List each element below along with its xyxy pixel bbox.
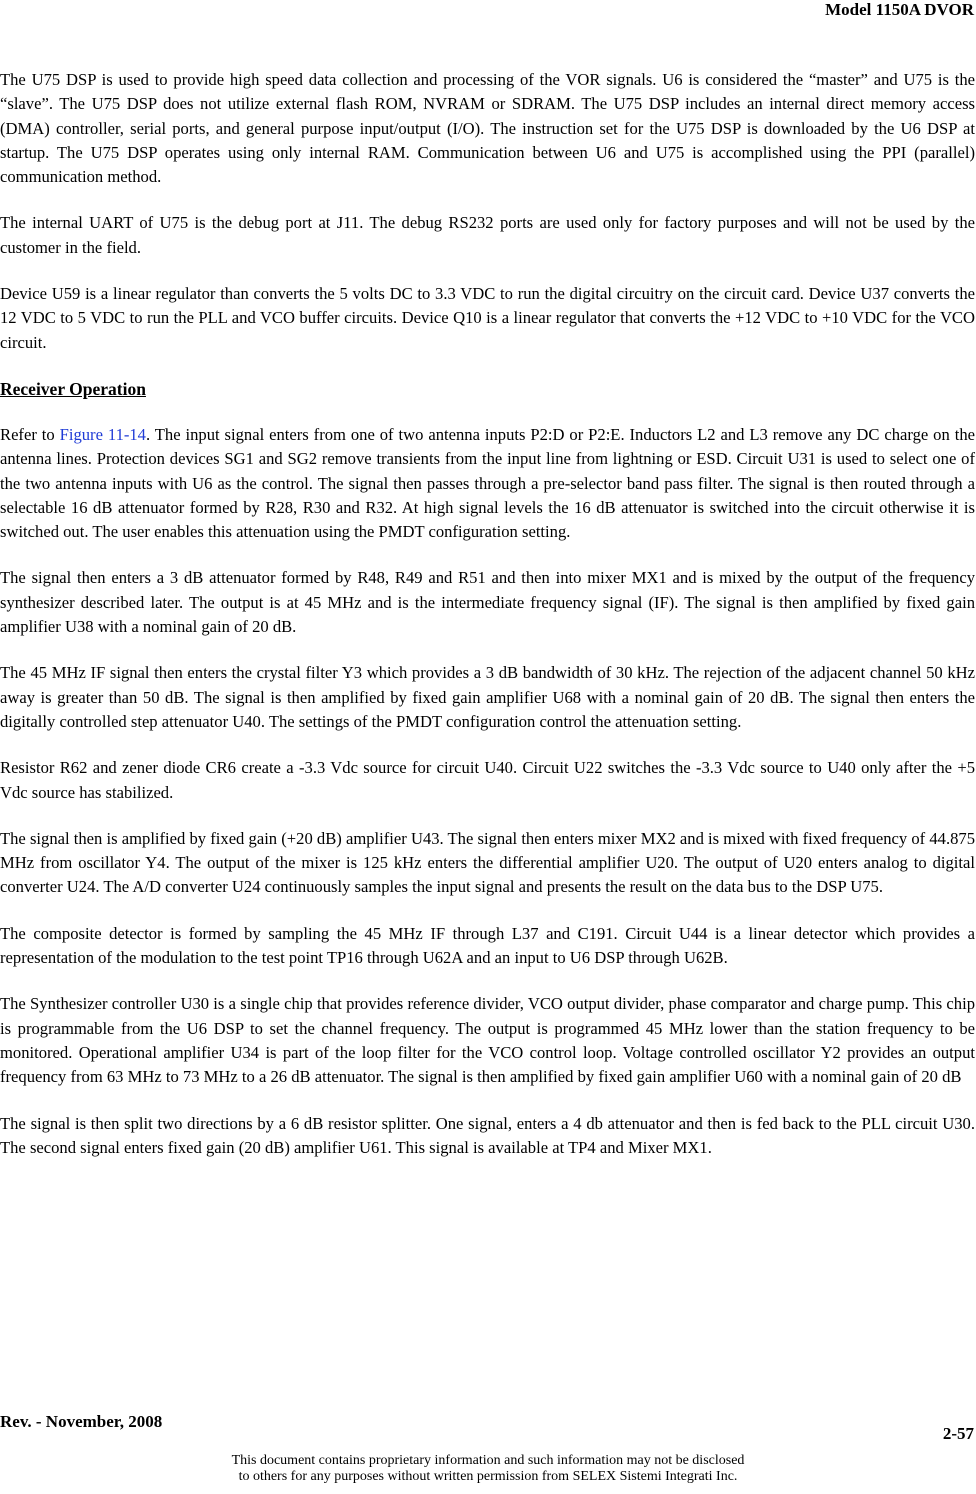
paragraph-input-signal-prefix: Refer to — [0, 424, 60, 444]
paragraph-mixer-mx2: The signal then is amplified by fixed gain (+20 dB) amplifier U43. The signal then enters mixer MX2 and is mixed with fixed frequency of 44.875 MHz from oscillator Y4. The output of the mixer is 125 kHz enters the differential amplifier U20. The output of U20 enters analog to digital converter U24. The A/D converter U24 continuously samples the input signal and presents the result on the data bus to the DSP U75. — [0, 828, 975, 897]
paragraph-uart-debug: The internal UART of U75 is the debug port at J11. The debug RS232 ports are used only for factory purposes and will not be used by the customer in the field. — [0, 213, 975, 257]
paragraph-input-signal — [0, 423, 975, 544]
notice-line-2: to others for any purposes without written permission from SELEX Sistemi Integrati Inc. — [238, 1469, 738, 1484]
paragraph-splitter: The signal is then split two directions by a 6 dB resistor splitter. One signal, enters a 4 db attenuator and then is fed back to the PLL circuit U30. The second signal enters fixed gain (20 dB) amplifier U61. This signal is available at TP4 and Mixer MX1. — [0, 1113, 975, 1157]
paragraph-zener-source: Resistor R62 and zener diode CR6 create a -3.3 Vdc source for circuit U40. Circuit U22 switches the -3.3 Vdc source to U40 only after the +5 Vdc source has stabilized. — [0, 758, 975, 802]
section-title-receiver-operation: Receiver Operation — [0, 378, 146, 399]
footer-page-number: 2-57 — [942, 1424, 974, 1443]
paragraph-input-signal-text: . The input signal enters from one of two antenna inputs P2:D or P2:E. Inductors L2 and L3 remove any DC charge on the antenna lines. Protection devices SG1 and SG2 remove transients from the input line from lightning or ESD. Circuit U31 is used to select one of the two antenna inputs with U6 as the control. The signal then passes through a pre-selector band pass filter. The signal is then routed through a selectable 16 dB attenuator formed by R28, R30 and R32. At high signal levels the 16 dB attenuator is switched into the circuit otherwise it is switched out. The user enables this attenuation using the PMDT configuration setting. — [0, 424, 975, 542]
paragraph-crystal-filter: The 45 MHz IF signal then enters the crystal filter Y3 which provides a 3 dB bandwidth of 30 kHz. The rejection of the adjacent channel 50 kHz away is greater than 50 dB. The signal is then amplified by fixed gain amplifier U68 with a nominal gain of 20 dB. The signal then enters the digitally controlled step attenuator U40. The settings of the PMDT configuration control the attenuation setting. — [0, 663, 975, 731]
footer-revision: Rev. - November, 2008 — [0, 1412, 163, 1431]
notice-line-1: This document contains proprietary information and such information may not be disclosed — [231, 1453, 745, 1468]
paragraph-u75-dsp: The U75 DSP is used to provide high speed data collection and processing of the VOR signals. U6 is considered the “master” and U75 is the “slave”. The U75 DSP does not utilize external flash ROM, NVRAM or SDRAM. The U75 DSP includes an internal direct memory access (DMA) controller, serial ports, and general purpose input/output (I/O). The instruction set for the U75 DSP is downloaded by the U6 DSP at startup. The U75 DSP operates using only internal RAM. Communication between U6 and U75 is accomplished using the PPI (parallel) communication method. — [0, 70, 975, 187]
paragraph-attenuator-mixer: The signal then enters a 3 dB attenuator formed by R48, R49 and R51 and then into mixer MX1 and is mixed by the output of the frequency synthesizer described later. The output is at 45 MHz and is the intermediate frequency signal (IF). The signal is then amplified by fixed gain amplifier U38 with a nominal gain of 20 dB. — [0, 568, 975, 637]
paragraph-composite-detector: The composite detector is formed by sampling the 45 MHz IF through L37 and C191. Circuit U44 is a linear detector which provides a representation of the modulation to the test point TP16 through U62A and an input to U6 DSP through U62B. — [0, 923, 975, 968]
paragraph-synthesizer: The Synthesizer controller U30 is a single chip that provides reference divider, VCO output divider, phase comparator and charge pump. This chip is programmable from the U6 DSP to set the channel frequency. The output is programmed 45 MHz lower than the station frequency to be monitored. Operational amplifier U34 is part of the loop filter for the VCO control loop. Voltage controlled oscillator Y2 provides an output frequency from 63 MHz to 73 MHz to a 26 dB attenuator. The signal is then amplified by fixed gain amplifier U60 with a nominal gain of 20 dB — [0, 994, 975, 1087]
proprietary-notice — [0, 1453, 976, 1485]
paragraph-regulators: Device U59 is a linear regulator than converts the 5 volts DC to 3.3 VDC to run the digital circuitry on the circuit card. Device U37 converts the 12 VDC to 5 VDC to run the PLL and VCO buffer circuits. Device Q10 is a linear regulator that converts the +12 VDC to +10 VDC for the VCO circuit. — [0, 284, 975, 352]
figure-link[interactable]: Figure 11-14 — [59, 424, 146, 444]
document-body — [0, 68, 975, 1182]
page-header-model: Model 1150A DVOR — [825, 0, 974, 19]
